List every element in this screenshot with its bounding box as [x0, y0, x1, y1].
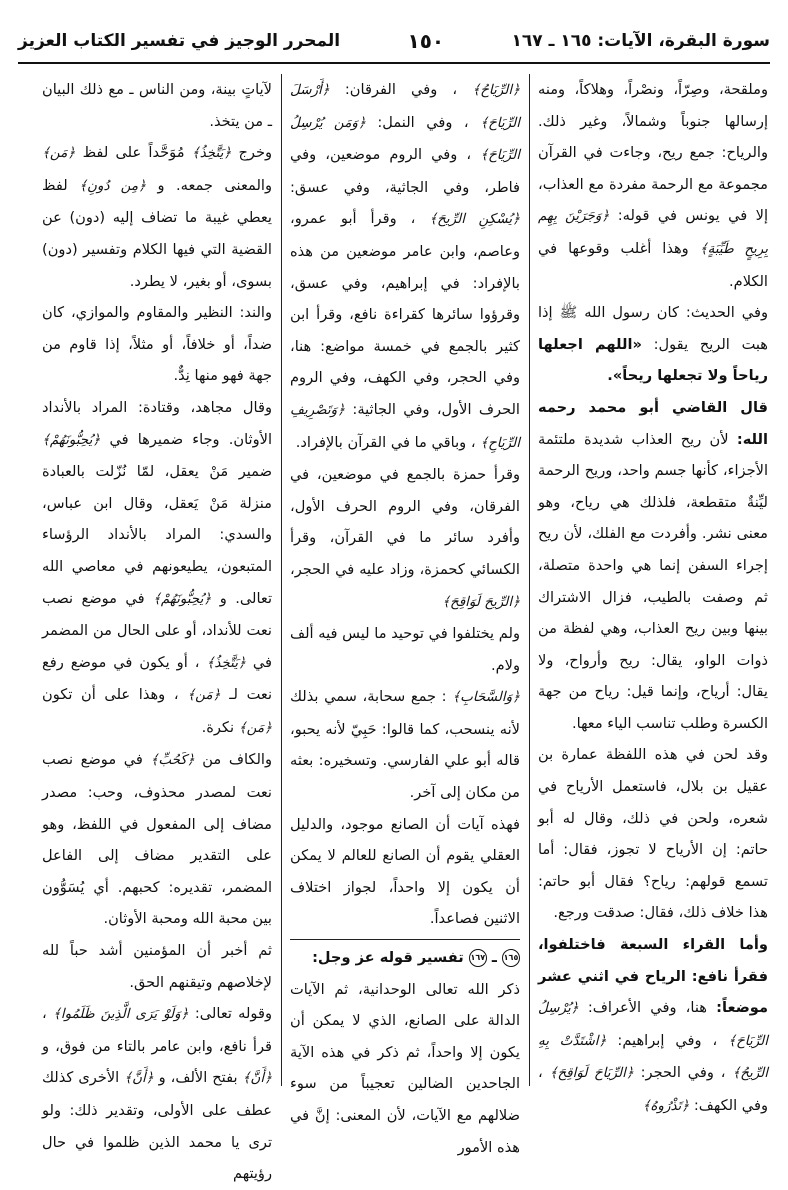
quran-quote: ﴿يَتَّخِذُ﴾	[191, 145, 232, 162]
verse-number-marker: ١٦٥	[502, 949, 520, 967]
paragraph	[42, 137, 272, 297]
quran-quote: ﴿الرِّيَاحُ﴾	[472, 82, 521, 98]
quran-quote: ﴿الرِّيحَ لَوَاقِحَ﴾	[442, 593, 520, 610]
text: ، وفي إبراهيم:	[617, 1031, 718, 1049]
text: ، وفي النمل:	[377, 113, 469, 131]
text: وهذا أغلب وقوعها في الكلام.	[538, 239, 768, 290]
page-number: ١٥٠	[407, 29, 445, 53]
quran-quote: ﴿مِن دُونِ﴾	[79, 177, 147, 194]
section-separator	[290, 939, 520, 940]
text: ، أو يكون في موضع رفع نعت لـ	[42, 653, 273, 704]
column-left	[42, 74, 273, 1183]
text: ولم يختلفوا في توحيد ما ليس فيه ألف ولام.	[290, 625, 520, 674]
text: وملقحة، وصِرّاً، ونصْراً، وهلاكاً، ومنه إرسالها جنوباً وشمالاً، وغير ذلك. والرياح: جمع ريح، وجاءت في القرآن مجموعة مع الرحمة مفردة مع العذاب، إلا في يونس في قوله:	[538, 81, 769, 225]
text: هنا، وفي الأعراف:	[587, 999, 707, 1017]
book-title: المحرر الوجيز في تفسير الكتاب العزيز	[18, 31, 341, 51]
quran-quote: ﴿أَنَّ﴾	[124, 1070, 154, 1087]
paragraph	[290, 459, 520, 618]
text: مُوَحَّداً على لفظ	[82, 144, 185, 162]
text: وقرأ حمزة بالجمع في موضعين، في الفرقان، وفي الروم الحرف الأول، وأفرد سائر ما في القرآن، وقرأ الكسائي كحمزة، وزاد عليه في الحجر،	[290, 466, 520, 578]
quran-quote: ﴿يَتَّخِذُ﴾	[206, 654, 246, 671]
page-header	[18, 24, 770, 58]
surah-info: سورة البقرة، الآيات: ١٦٥ ـ ١٦٧	[511, 31, 770, 51]
paragraph	[290, 74, 520, 459]
text: لفظ يعطي غيبة ما تضاف إليه (دون) عن القضية التي فيها الكلام وتفسير (دون) بسوى، أو بغير، لا يطرد.	[42, 176, 272, 290]
text: في موضع نصب نعت لمصدر محذوف، وحب: مصدر مضاف إلى المفعول في اللفظ، وهو على التقدير مضاف إلى الفاعل المضمر، تقديره: كحبهم. أي يُسَوُّون بين محبة الله ومحبة الأوثان.	[42, 751, 272, 928]
text: والمعنى جمعه. و	[157, 176, 272, 194]
paragraph	[42, 297, 272, 392]
paragraph	[42, 74, 272, 137]
quran-quote: ﴿يُحِبُّونَهُمْ﴾	[42, 431, 101, 448]
text: وقال مجاهد، وقتادة: المراد بالأنداد الأوثان. وجاء ضميرها في	[42, 398, 273, 448]
author-remark: قال القاضي أبو محمد رحمه الله:	[538, 398, 768, 448]
column-middle	[290, 74, 521, 1156]
paragraph	[290, 618, 520, 681]
paragraph	[42, 935, 272, 998]
verse-heading	[290, 942, 520, 974]
text: ، وفي الحجر:	[640, 1064, 726, 1082]
text: والند: النظير والمقاوم والموازي، كان ضداً، أو خلافاً، أو مثلاً، إذا قاوم من جهة فهو منها نِدٌّ.	[42, 304, 272, 385]
quran-quote: ﴿وَالسَّحَابِ﴾	[452, 689, 521, 706]
text: ، قرأ نافع، وابن عامر بالتاء من فوق، و	[42, 1005, 272, 1055]
quran-quote: ﴿مَن﴾	[238, 719, 272, 736]
paragraph	[290, 681, 520, 808]
paragraph	[538, 929, 768, 1123]
quran-quote: ﴿يُرْسِلُ الرِّيَاحَ﴾	[538, 1000, 768, 1049]
column-divider	[281, 74, 282, 1086]
header-rule	[18, 62, 770, 64]
text: ، وقرأ أبو عمرو، وعاصم، وابن عامر موضعين من هذه بالإفراد: في إبراهيم، وفي عسق، وقرؤوا سائرها كقراءة نافع، وقرأ ابن كثير بالجمع في خمسة مواضع: هنا، وفي الحجر، وفي الكهف، وفي الروم الحرف الأول، وفي الجاثية:	[290, 210, 520, 418]
text: بفتح الألف، و	[158, 1069, 238, 1087]
text: وفي الحديث: كان رسول الله ﷺ إذا هبت الريح يقول:	[538, 304, 768, 353]
paragraph	[42, 392, 272, 745]
hadith-quote: «اللهم اجعلها رياحاً ولا تجعلها ريحاً».	[538, 335, 768, 385]
column-divider	[529, 74, 530, 1086]
text: : جمع سحابة، سمي بذلك لأنه ينسحب، كما قالوا: حَبِيّ لأنه يحبو، قاله أبو علي الفارسي. وتسخيره: بعثه من مكان إلى آخر.	[290, 688, 520, 802]
quran-quote: ﴿الرِّيَاحَ لَوَاقِحَ﴾	[549, 1065, 634, 1082]
paragraph	[538, 739, 768, 929]
text: وأما القراء السبعة فاختلفوا، فقرأ نافع: الرياح في اثني عشر موضعاً:	[538, 936, 768, 1017]
paragraph	[42, 744, 272, 935]
text: وخرج	[238, 144, 273, 162]
text: الأخرى كذلك عطف على الأولى، وتقدير ذلك: ولو ترى يا محمد الذين ظلموا في حال رؤيتهم	[42, 1069, 272, 1183]
quran-quote: ﴿كَحُبِّ﴾	[150, 752, 195, 769]
quran-quote: ﴿مَن﴾	[42, 145, 76, 162]
quran-quote: ﴿وَتَصْرِيفِ الرِّيَاحِ﴾	[290, 401, 520, 451]
paragraph	[538, 74, 768, 297]
text: ، وهذا على أن تكون	[42, 686, 179, 704]
text: وقوله تعالى:	[194, 1005, 272, 1023]
text: نكرة.	[201, 718, 235, 736]
text: ، وفي الكهف:	[538, 1064, 768, 1114]
quran-quote: ﴿وَلَوْ يَرَى الَّذِينَ ظَلَمُوا﴾	[52, 1006, 189, 1023]
text: ـ	[491, 949, 497, 967]
text: وقد لحن في هذه اللفظة عمارة بن عقيل بن بلال، فاستعمل الأرياح في شعره، ولحن في ذلك، وقال له أبو حاتم: إن الأرياح لا تجوز، فقال: أما تسمع قولهم: رياح؟ فقال أبو حاتم: هذا خلاف ذلك، فقال: صدقت ورجع.	[538, 746, 768, 922]
paragraph	[290, 809, 520, 935]
text: في موضع نصب نعت للأنداد، أو على الحال من المضمر في	[42, 589, 272, 671]
text: ضمير مَنْ يعقل، لمّا نُزّلت بالعبادة منزلة مَنْ يَعقل، وقال ابن عباس، والسدي: المراد بالأنداد الرؤساء المتبعون، يطيعونهم في معاصي الله تعالى. و	[42, 463, 273, 607]
text: ، وفي الروم موضعين، وفي فاطر، وفي الجاثية، وفي عسق:	[290, 146, 520, 196]
text: لآياتٍ بينة، ومن الناس ـ مع ذلك البيان ـ من يتخذ.	[42, 81, 272, 130]
text: لأن ريح العذاب شديدة ملتئمة الأجزاء، كأنها جسم واحد، وريح الرحمة ليِّنةٌ متقطعة، فلذلك هي رياح، وهو معنى نشر. وأفردت مع الفلك، لأن ريح إجراء السفن إنما هي واحدة متصلة، ثم وصفت بالطيب، فزال الاشتراك بينها وبين ريح العذاب، وهي لفظة من ذوات الواو، يقال: ريح وأرواح، ولا يقال: أرياح، وإنما قيل: رياح من جهة الكسرة وطلب تناسب الياء معها.	[538, 430, 768, 732]
quran-quote: ﴿مَن﴾	[187, 687, 221, 704]
paragraph	[538, 392, 768, 740]
quran-quote: ﴿وَجَرَيْنَ بِهِم بِرِيحٍ طَيِّبَةٍ﴾	[538, 208, 769, 257]
quran-quote: ﴿أَنَّ﴾	[242, 1070, 272, 1087]
quran-quote: ﴿وَمَن يُرْسِلُ الرِّيَاحَ﴾	[290, 114, 520, 164]
text: ، وفي الفرقان:	[344, 81, 458, 98]
quran-quote: ﴿يُسْكِنِ الرِّيحَ﴾	[429, 211, 520, 228]
quran-quote: ﴿تَذْرُوهُ﴾	[642, 1098, 690, 1114]
heading-text: تفسير قوله عز وجل:	[312, 949, 464, 967]
quran-quote: ﴿يُحِبُّونَهُمْ﴾	[153, 590, 212, 607]
text: والكاف من	[202, 751, 272, 769]
column-right	[538, 74, 769, 1114]
text: ، وباقي ما في القرآن بالإفراد.	[295, 433, 476, 451]
verse-number-marker: ١٦٧	[469, 949, 487, 967]
quran-quote: ﴿أَرْسَلَ الرِّيَاحَ﴾	[290, 82, 520, 131]
text: ثم أخبر أن المؤمنين أشد حباً لله لإخلاصهم وتيقنهم الحق.	[42, 942, 272, 991]
paragraph	[42, 998, 272, 1190]
text: فهذه آيات أن الصانع موجود، والدليل العقلي يقوم أن الصانع للعالم لا يمكن أن يكون إلا واحداً، لجواز اختلاف الاثنين فصاعداً.	[290, 815, 520, 928]
paragraph	[290, 974, 520, 1164]
paragraph	[538, 297, 768, 392]
text: ذكر الله تعالى الوحدانية، ثم الآيات الدالة على الصانع، الذي لا يمكن أن يكون إلا واحداً، ثم ذكر في هذه الآية الجاحدين الضالين تعجيباً من سوء ضلالهم مع الآيات، لأن المعنى: إنَّ في هذه الأمور	[290, 980, 520, 1156]
quran-quote: ﴿اشْتَدَّتْ بِهِ الرِّيحُ﴾	[538, 1032, 769, 1082]
